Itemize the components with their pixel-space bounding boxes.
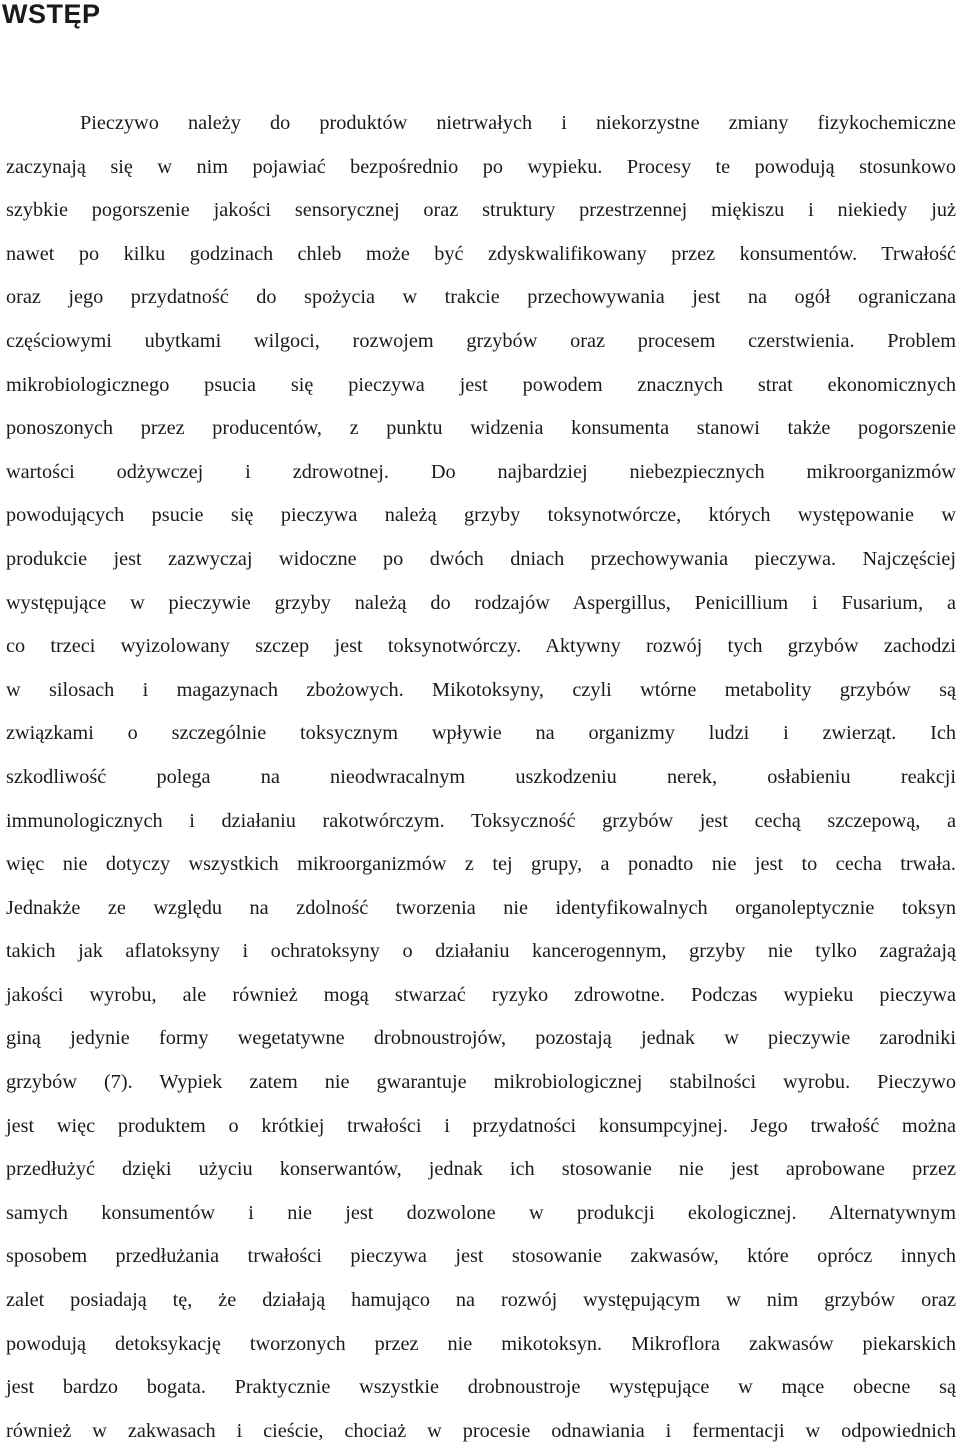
paragraph-line: produkcie jest zazwyczaj widoczne po dwóch dniach przechowywania pieczywa. Najczęściej <box>6 547 956 570</box>
paragraph-line: więc nie dotyczy wszystkich mikroorganizmów z tej grupy, a ponadto nie jest to cecha trwała. <box>6 853 956 876</box>
paragraph-line: powodujących psucie się pieczywa należą grzyby toksynotwórcze, których występowanie w <box>6 504 956 527</box>
paragraph-line: samych konsumentów i nie jest dozwolone w produkcji ekologicznej. Alternatywnym <box>6 1201 956 1224</box>
paragraph-line: w silosach i magazynach zbożowych. Mikotoksyny, czyli wtórne metabolity grzybów są <box>6 678 956 701</box>
paragraph-line: giną jedynie formy wegetatywne drobnoustrojów, pozostają jednak w pieczywie zarodniki <box>6 1027 956 1050</box>
paragraph-line: szybkie pogorszenie jakości sensorycznej oraz struktury przestrzennej miękiszu i niekiedy już <box>6 199 956 222</box>
paragraph-line: nawet po kilku godzinach chleb może być zdyskwalifikowany przez konsumentów. Trwałość <box>6 242 956 265</box>
paragraph-line: co trzeci wyizolowany szczep jest toksynotwórczy. Aktywny rozwój tych grzybów zachodzi <box>6 635 956 658</box>
paragraph-line: grzybów (7). Wypiek zatem nie gwarantuje mikrobiologicznej stabilności wyrobu. Pieczywo <box>6 1071 956 1094</box>
paragraph-line: Pieczywo należy do produktów nietrwałych i niekorzystne zmiany fizykochemiczne <box>80 112 956 134</box>
section-title: WSTĘP <box>2 0 101 29</box>
paragraph-line: jest bardzo bogata. Praktycznie wszystkie drobnoustroje występujące w mące obecne są <box>6 1376 956 1399</box>
paragraph-line: immunologicznych i działaniu rakotwórczym. Toksyczność grzybów jest cechą szczepową, a <box>6 809 956 832</box>
paragraph-line: zalet posiadają tę, że działają hamująco na rozwój występującym w nim grzybów oraz <box>6 1289 956 1312</box>
paragraph-line: oraz jego przydatność do spożycia w trakcie przechowywania jest na ogół ograniczana <box>6 286 956 309</box>
paragraph-line: występujące w pieczywie grzyby należą do rodzajów Aspergillus, Penicillium i Fusarium, a <box>6 591 956 614</box>
paragraph-line: związkami o szczególnie toksycznym wpływie na organizmy ludzi i zwierząt. Ich <box>6 722 956 745</box>
paragraph-line: ponoszonych przez producentów, z punktu widzenia konsumenta stanowi także pogorszenie <box>6 417 956 440</box>
paragraph-line: mikrobiologicznego psucia się pieczywa jest powodem znacznych strat ekonomicznych <box>6 373 956 396</box>
paragraph-line: takich jak aflatoksyny i ochratoksyny o działaniu kancerogennym, grzyby nie tylko zagrażają <box>6 940 956 963</box>
paragraph-line: Jednakże ze względu na zdolność tworzenia nie identyfikowalnych organoleptycznie toksyn <box>6 896 956 919</box>
paragraph-line: sposobem przedłużania trwałości pieczywa jest stosowanie zakwasów, które oprócz innych <box>6 1245 956 1268</box>
paragraph-line: jakości wyrobu, ale również mogą stwarzać ryzyko zdrowotne. Podczas wypieku pieczywa <box>6 983 956 1006</box>
body-paragraph <box>6 102 956 1453</box>
paragraph-line: częściowymi ubytkami wilgoci, rozwojem grzybów oraz procesem czerstwienia. Problem <box>6 329 956 352</box>
paragraph-line: wartości odżywczej i zdrowotnej. Do najbardziej niebezpiecznych mikroorganizmów <box>6 460 956 483</box>
paragraph-line: również w zakwasach i cieście, chociaż w procesie odnawiania i fermentacji w odpowiednich <box>6 1419 956 1442</box>
paragraph-line: szkodliwość polega na nieodwracalnym uszkodzeniu nerek, osłabieniu reakcji <box>6 765 956 788</box>
paragraph-line: zaczynają się w nim pojawiać bezpośrednio po wypieku. Procesy te powodują stosunkowo <box>6 155 956 178</box>
paragraph-line: powodują detoksykację tworzonych przez nie mikotoksyn. Mikroflora zakwasów piekarskich <box>6 1332 956 1355</box>
paragraph-line: jest więc produktem o krótkiej trwałości i przydatności konsumpcyjnej. Jego trwałość można <box>6 1114 956 1137</box>
paragraph-line: przedłużyć dzięki użyciu konserwantów, jednak ich stosowanie nie jest aprobowane przez <box>6 1158 956 1181</box>
